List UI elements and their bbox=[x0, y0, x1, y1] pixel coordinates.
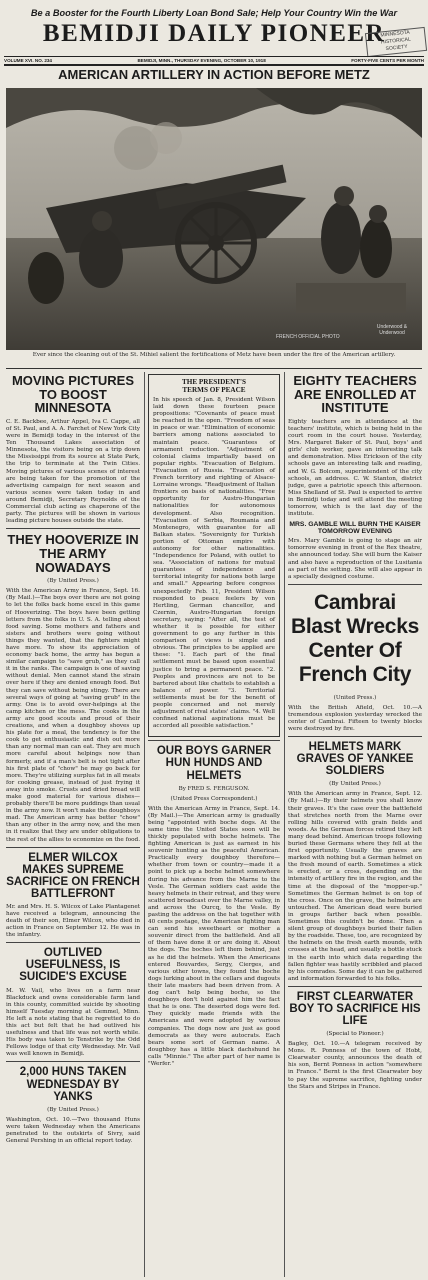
article-headline: OUR BOYS GARNER HUN HUNDS AND HELMETS bbox=[156, 745, 272, 782]
photo-credit-right: Underwood & Underwood bbox=[376, 324, 408, 336]
column-divider bbox=[144, 372, 145, 1277]
article-body: M. W. Vail, who lives on a farm near Blackduck and owns considerable farm land in this county, committed suicide by shooting himself Tuesday morning at Gemmel, Minn. He left a note stating that he regretted to do this act but felt that he had outlived his usefulness and that life was not worth while. His body was taken to Tenstrike by the Odd Fellows lodge of that city Wednesday. Mr. Vail was well known in Bemidji. bbox=[6, 987, 140, 1058]
article-headline: HELMETS MARK GRAVES OF YANKEE SOLDIERS bbox=[296, 741, 414, 778]
stamp-line: MINNESOTA bbox=[380, 29, 411, 39]
article-divider bbox=[6, 1061, 140, 1062]
article-body: Mrs. Mary Gamble is going to stage an air tomorrow evening in front of the Rex theatre, she announced today. She will burn the Kaiser and also have a reproduction of the Lusitania as part of the setting. She will also appear in a specially designed costume. bbox=[288, 538, 422, 580]
photo-credit-left: FRENCH OFFICIAL PHOTO bbox=[276, 334, 340, 340]
article-headline: 2,000 HUNS TAKEN WEDNESDAY BY YANKS bbox=[19, 1066, 127, 1103]
column-middle bbox=[148, 374, 280, 1278]
article-headline: OUTLIVED USEFULNESS, IS SUICIDE'S EXCUSE bbox=[19, 947, 127, 984]
issue-date: BEMIDJI, MINN., THURSDAY EVENING, OCTOBER 10, 1918 bbox=[137, 58, 266, 63]
masthead: BEMIDJI DAILY PIONEER bbox=[42, 20, 386, 47]
article-body: In his speech of Jan. 8, President Wilson laid down these fourteen peace propositions: "Covenants of peace must be reached in the open. "Freedom of seas in peace or war. "Elimination of economic barriers among nations associated to maintain peace. "Guarantees of armament reduction. "Adjustment of colonial claims impartially based on popular rights. "Evacuation of Belgium. "Evacuation of Russia. "Evacuation of French territory and righting of Alsace-Lorraine wrongs. "Readjustment of Italian frontiers on basis of nationalities. "Free opportunity for Austro-Hungarian nationalities for autonomous development. Also recognition. "Evacuation of Serbia, Roumania and Montenegro, with guarantee for all Balkan states. "Sovereignty for Turkish portion of Ottoman empire with autonomy for other nationalities. "Independence for Poland, with outlet to sea. "Association of nations for mutual guarantees of independence and territorial integrity for nations both large and small." Appearing before congress unexpectedly Feb. 11, President Wilson responded to peace feelers by von Hertling, German chancellor, and Czernin, Austro-Hungarian foreign secretary, saying: "After all, the test of whether it is possible for either government to go any further in this comparison of views is simple and obvious. The principles to be applied are these: "1. Each part of the final settlement must be based upon essential justice to bring a permanent peace. "2. Peoples and provinces are not to be bartered about like chattels to establish a balance of power. "3. Territorial settlements must be for the benefit of people concerned and not merely adjustment of rival states' claims. "4. Well confined national aspirations must be accorded all possible satisfaction." bbox=[153, 397, 275, 730]
article-body: Mr. and Mrs. H. S. Wilcox of Lake Plantagenet have received a telegram, announcing the death of their son, Elmer Wilcox, who died in action in France on September 12. He was in the infantry. bbox=[6, 903, 140, 939]
article-byline: (Special to Pioneer.) bbox=[326, 1031, 384, 1038]
article-headline: Cambrai Blast Wrecks Center Of French City bbox=[291, 590, 419, 686]
article-body: With the American army in France, Sept. 12. (By Mail.)—By their helmets you shall know their graves. It's the case over the battlefield that stretches north from the Marne over rolling hills covered with grain fields and woods. As the German forces retired they left many dead behind. American troops following buried these Germans where they fell at the first opportunity. Usually the graves are marked with nothing but a German helmet on the fresh mound of earth. Sometimes a stick is erected, or a cross, depending on the intensity of artillery fire in the region, and the time at the disposal of the "mopper-up." Sometimes the German helmet is on top of the cross. Once on the grave, the helmets are untouched. The American dead were buried in groups farther back when possible. Sometimes this couldn't be done. Then a silent group of doughboys buried their fallen by the roadside. These, too, are recognized by the helmets on the fresh earth mounds, with crosses at the head, and usually a bottle stuck in the earth into which data regarding the fallen fighter was hastily scribbled and placed by his comrades. Some day it can be gathered and information forwarded to his folks. bbox=[288, 791, 422, 982]
liberty-loan-slogan: Be a Booster for the Fourth Liberty Loan Bond Sale; Help Your Country Win the War bbox=[30, 8, 398, 18]
article-body: Eighty teachers are in attendance at the teachers' institute, which is being held in the court room in the court house. Yesterday, Mrs. Margaret Baker of St. Paul, boys' and girls' club worker, gave an interesting talk and demonstration. Miss Erickson of the city schools gave an interesting talk and reading, and W. G. Bolcom, superintendent of the city schools, an address. C. W. Stanton, district judge, gave a patriotic speech this afternoon. Miss Shelland of St. Paul is expected to arrive in Bemidji today and will attend the meeting tomorrow, which is the last day of the institute. bbox=[288, 418, 422, 518]
lead-headline: AMERICAN ARTILLERY IN ACTION BEFORE METZ bbox=[58, 67, 370, 82]
article-headline: EIGHTY TEACHERS ARE ENROLLED AT INSTITUTE bbox=[293, 374, 417, 416]
article-divider bbox=[148, 740, 280, 741]
article-divider bbox=[6, 847, 140, 848]
photo-caption: Ever since the cleaning out of the St. Mihiel salient the fortifications of Metz have been under the fire of the American artillery. bbox=[32, 352, 396, 358]
dateline bbox=[4, 56, 424, 66]
article-headline: FIRST CLEARWATER BOY TO SACRIFICE HIS LIFE bbox=[289, 990, 421, 1028]
article-body: Washington, Oct. 10.—Two thousand Huns were taken Wednesday when the Americans penetrated to the outskirts of Sivry, said General Pershing in an official report today. bbox=[6, 1116, 140, 1144]
article-body: With the American Army in France, Sept. 16. (By Mail.)—The boys over there are not going to let the folks back home excel in this game of Hooverizing. The boys have been getting letters from the folks in U. S. A. telling about food saving. Some mothers and fathers and sisters and brothers were going without things they wanted, that the fighters might have more. To show its appreciation of economy back home, the army has begun a similar campaign to "save grub," as they call it in the ranks. The campaign is one of saving without denial. Men cannot stand the strain over here if they are denied enough food. But they can save without being stingy. There are several ways of going at "saving grub" in the army. One is to avoid over-helpings at the camp kitchen or the mess. The cooks in the army are good scouts and proud of their creations, and when a doughboy shoves up his plate for a meal, the tendency is for the cook to get enthusiastic and dish out more than any normal man can eat. They are much more careful about helpings now than formerly, and if a man's belt is not tight after his first plate of "chow" he may go back for more. They're utilizing surplus fat in all meats for cooking grease, instead of just frying it away into smoke. Crusts and dried bread will make good material for various dishes—probably there'll be more puddings than usual in the army now. It won't make the doughboys mad. The American army has better "chow" than any other in the army now, and the men in it realize that they are under obligations to the rest of the allies to economize on the food. bbox=[6, 588, 140, 843]
column-left bbox=[6, 374, 140, 1278]
article-byline: By FRED S. FERGUSON. bbox=[178, 785, 250, 792]
volume-number: VOLUME XVI. NO. 234 bbox=[4, 58, 52, 63]
article-body: With the British Afield, Oct. 10.—A tremendous explosion yesterday wrecked the center of Cambrai. Fifteen to twenty blocks were destroyed by fire. bbox=[288, 704, 422, 733]
article-byline: (By United Press.) bbox=[329, 781, 381, 788]
article-headline: MOVING PICTURES TO BOOST MINNESOTA bbox=[11, 374, 135, 416]
article-divider bbox=[288, 736, 422, 737]
article-body: Bagley, Oct. 10.—A telegram received by Mons. R. Ponness of the town of Hobt, Clearwater county, announces the death of his son, Bernt Ponness in action "somewhere in France." Bernt is the first Clearwater boy to pay the supreme sacrifice, fighting under the Stars and Stripes in France. bbox=[288, 1041, 422, 1090]
section-divider bbox=[6, 368, 422, 369]
peace-terms-box bbox=[148, 374, 280, 737]
stamp-line: SOCIETY bbox=[385, 43, 408, 53]
article-divider bbox=[6, 528, 140, 529]
artillery-photo bbox=[6, 88, 422, 350]
article-divider bbox=[6, 942, 140, 943]
column-divider bbox=[284, 372, 285, 1277]
box-title: THE PRESIDENT'S bbox=[181, 378, 247, 386]
box-title: TERMS OF PEACE bbox=[182, 386, 246, 394]
article-headline: THEY HOOVERIZE IN THE ARMY NOWADAYS bbox=[7, 532, 139, 575]
article-subhead: MRS. GAMBLE WILL BURN THE KAISER TOMORROW EVENING bbox=[289, 521, 421, 536]
article-divider bbox=[288, 584, 422, 585]
artillery-photo-image bbox=[6, 88, 422, 350]
subscription-price: FORTY-FIVE CENTS PER MONTH bbox=[351, 58, 424, 63]
article-body: With the American Army in France, Sept. 14. (By Mail.)—The American army is gradually being "appointed with boche dogs. At the same time the United States soon will be thickly populated with boche helmets. The fighting American is just as earnest in his souvenir hunting as the peaceful American. Practically every doughboy therefore—whether from town or country—made it a point to pick up a boche helmet somewhere during his advance from the Marne to the Vesle. The German soldiers cast aside the heavy helmets in their retreat, and they were scattered broadcast over the Marne valley, in and across the Ourcq, to the Vesle. By pasting the address on the hat together with 40 cents postage, the American fighting man can send his sweetheart or mother a souvenir direct from the battlefield. And all of them have done it or are doing it. About the dogs. The boches left them behind, just as he did the helmets. When the Americans entered Bouvardes, Sergy, Cierges, and various other towns, they found the boche dogs lurking about in the cellars and dugouts their late masters had been driven from. A dog can't help being boche, so the doughboys don't hold against him the fact that he is one. The deserted dogs were fed. They quickly made friends with the Americans and were adopted by various companies. The dogs now are just as good democrats as they were autocrats. Each bears some sort of German name. A doughboy has a little black dachshund he calls "Minnie." The after part of her name is "Werfer." bbox=[148, 805, 280, 1067]
article-byline: (United Press.) bbox=[333, 694, 377, 701]
article-divider bbox=[288, 986, 422, 987]
historical-society-stamp bbox=[365, 27, 427, 57]
article-byline: (By United Press.) bbox=[47, 1106, 99, 1113]
article-headline: ELMER WILCOX MAKES SUPREME SACRIFICE ON FRENCH BATTLEFRONT bbox=[6, 851, 140, 900]
article-body: C. E. Backbee, Arthur Appel, Iva C. Cappe, all of St. Paul, and A. A. Farchet of New York City were in Bemidji today in the interest of the Ten Thousand Lakes association of Minnesota, the visitors being on a trip down the Mississippi from its source at State Park, the trip to terminate at the Twin Cities. Moving pictures of various scenes of interest are being taken for the promotion of the advertising campaign for next season and various scenes were taken today in and around Bemidji, Secretary Reynolds of the Commercial club acting as chaperone of the party. The pictures will be shown in various leading picture houses outside the state. bbox=[6, 418, 140, 525]
article-byline: (United Press Correspondent.) bbox=[170, 795, 258, 802]
column-right bbox=[288, 374, 422, 1278]
stamp-line: HISTORICAL bbox=[380, 36, 412, 46]
article-byline: (By United Press.) bbox=[47, 578, 99, 585]
